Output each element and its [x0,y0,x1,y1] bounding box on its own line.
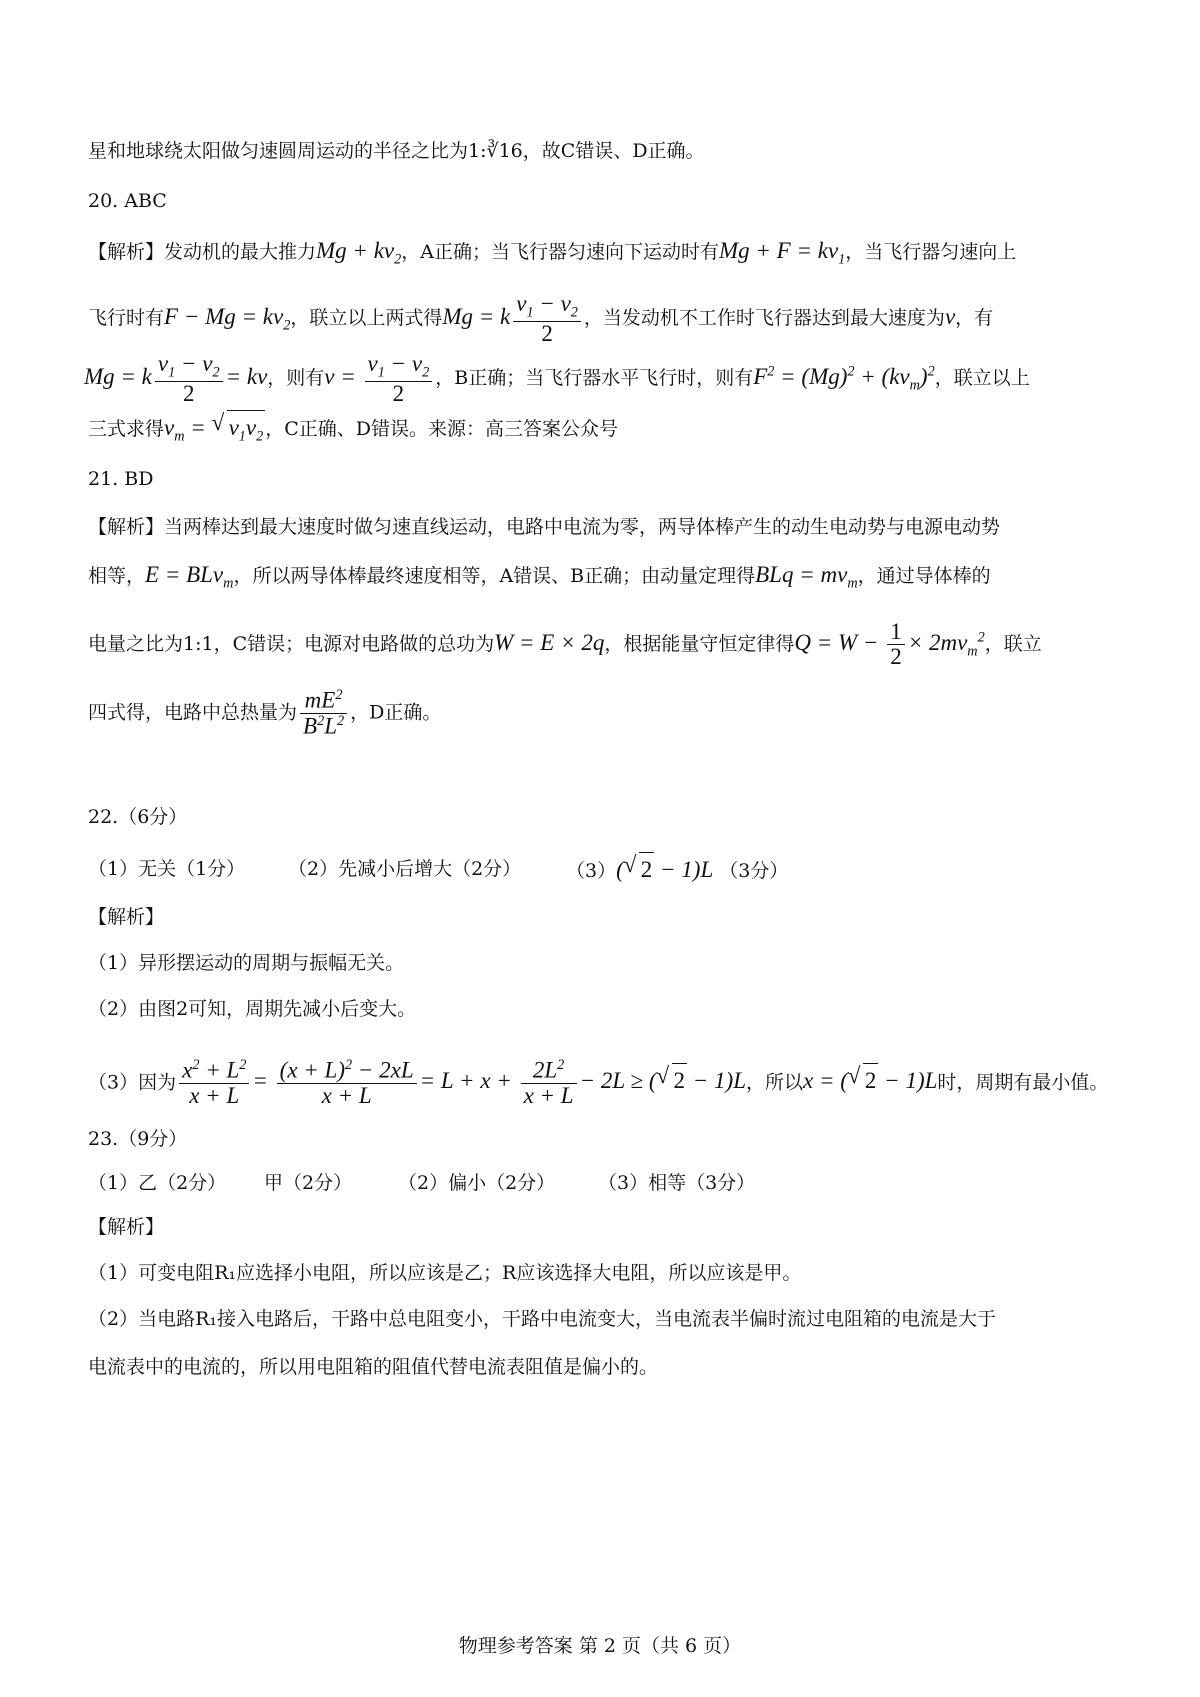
text: ，则有 [267,367,325,390]
text: ，联立 [984,632,1042,655]
text: 【解析】发动机的最大推力 [88,241,317,263]
question-number: 20. ABC [88,190,167,212]
question-number: 21. BD [88,468,154,490]
text: 三式求得 [88,418,165,440]
formula: BLq = $mv_m$ [755,562,858,592]
analysis-line [88,620,1120,669]
answer-2: （2）先减小后增大（2分） [288,858,522,880]
text: ，所以两导体棒最终速度相等，A错误、B正确；由动量定理得 [233,565,756,587]
analysis-line [88,410,1120,454]
question-number: 23.（9分） [88,1128,188,1150]
formula: E = BLv$_m$ [145,562,234,592]
question-number: 22.（6分） [88,806,188,828]
analysis-line [88,688,1120,739]
formula: $\frac{x^2 + L^2}{x + L}$ = $\frac{(x + L)^2 - 2xL}{x + L}$ = L + x + $\frac{2L^2}{x + L}$ − 2L ≥ ( √ 2 − 1)L [176,1068,746,1093]
formula: v = $\frac{v_1 - v_2}{2}$ [324,364,435,389]
answer-4: （3）相等（3分） [598,1172,756,1194]
answer-3: （2）偏小（2分） [398,1172,556,1194]
text: ，所以 [746,1071,804,1094]
text: ，根据能量守恒定律得 [604,632,795,655]
analysis-line [88,234,1120,277]
text: ，当飞行器匀速向上 [845,241,1017,263]
formula: ( √ 2 − 1)L [616,857,713,882]
formula: Mg = k $\frac{v_1 - v_2}{2}$ [442,304,584,329]
formula: $F^2 = (Mg)^2 + (kv_m)^2$ [753,363,935,394]
analysis-line [88,292,1120,346]
formula: $F - Mg = kv_2$ [164,304,291,334]
text: 电量之比为1:1，C错误；电源对电路做的总功为 [88,632,495,655]
formula: x = ( √ 2 − 1)L [803,1068,937,1093]
answer-3 [566,852,788,888]
formula: $\frac{mE^2}{B^2L^2}$ [297,699,350,724]
analysis-heading: 【解析】 [88,1216,165,1238]
text: ，B正确；当飞行器水平飞行时，则有 [435,367,754,390]
text: （3分） [719,860,789,882]
answer-line [88,1166,1120,1200]
text: （3）因为 [88,1071,177,1094]
analysis-line: （2）由图2可知，周期先减小后变大。 [88,998,417,1020]
answer-1: （1）乙（2分） [88,1172,227,1194]
analysis-line: （1）异形摆运动的周期与振幅无关。 [88,952,405,974]
analysis-line: 电流表中的电流的，所以用电阻箱的阻值代替电流表阻值是偏小的。 [88,1356,659,1378]
analysis-line: 【解析】当两棒达到最大速度时做匀速直线运动，电路中电流为零，两导体棒产生的动生电动势与电源电动势 [88,516,1001,538]
text: 相等， [88,565,146,587]
answer-2: 甲（2分） [264,1172,353,1194]
text: 四式得，电路中总热量为 [88,701,298,724]
analysis-line: （2）当电路R₁接入电路后，干路中总电阻变小，干路中电流变大，当电流表半偏时流过电阻箱的电流是大于 [88,1308,997,1330]
text-line: 星和地球绕太阳做匀速圆周运动的半径之比为1:∛16，故C错误、D正确。 [88,140,705,162]
text: 飞行时有 [88,307,165,330]
formula: Q = W − $\frac{1}{2}$ × $2mv_m^2$ [794,619,985,670]
text: ，D正确。 [350,701,442,724]
formula: W = E × 2q [494,629,605,655]
text: ，联立以上 [934,367,1030,390]
analysis-heading: 【解析】 [88,906,165,928]
analysis-line [88,1058,1120,1108]
text: 时，周期有最小值。 [937,1071,1109,1094]
formula: $v_m$ = √ $v_1v_2$ [164,415,265,440]
text: ，有 [955,307,994,330]
analysis-line: （1）可变电阻R₁应选择小电阻，所以应该是乙；R应该选择大电阻，所以应该是甲。 [88,1262,802,1284]
formula: Mg = k $\frac{v_1 - v_2}{2}$ = kv [84,351,268,406]
answer-1: （1）无关（1分） [88,858,246,880]
text: ，通过导体棒的 [857,565,991,587]
analysis-line [88,558,1120,601]
page-footer: 物理参考答案 第 2 页（共 6 页） [458,1635,742,1657]
formula: $Mg + F = kv_1$ [718,238,846,268]
formula: $Mg + kv_2$ [316,238,402,268]
text: ，联立以上两式得 [290,307,443,330]
answer-line [88,852,1120,886]
text: ，当发动机不工作时飞行器达到最大速度为 [583,307,945,330]
formula: v [944,304,956,330]
text: ，A正确；当飞行器匀速向下运动时有 [401,241,719,263]
text: （3） [566,860,617,882]
analysis-line [84,351,1120,406]
text: ，C正确、D错误。来源：高三答案公众号 [265,418,619,440]
